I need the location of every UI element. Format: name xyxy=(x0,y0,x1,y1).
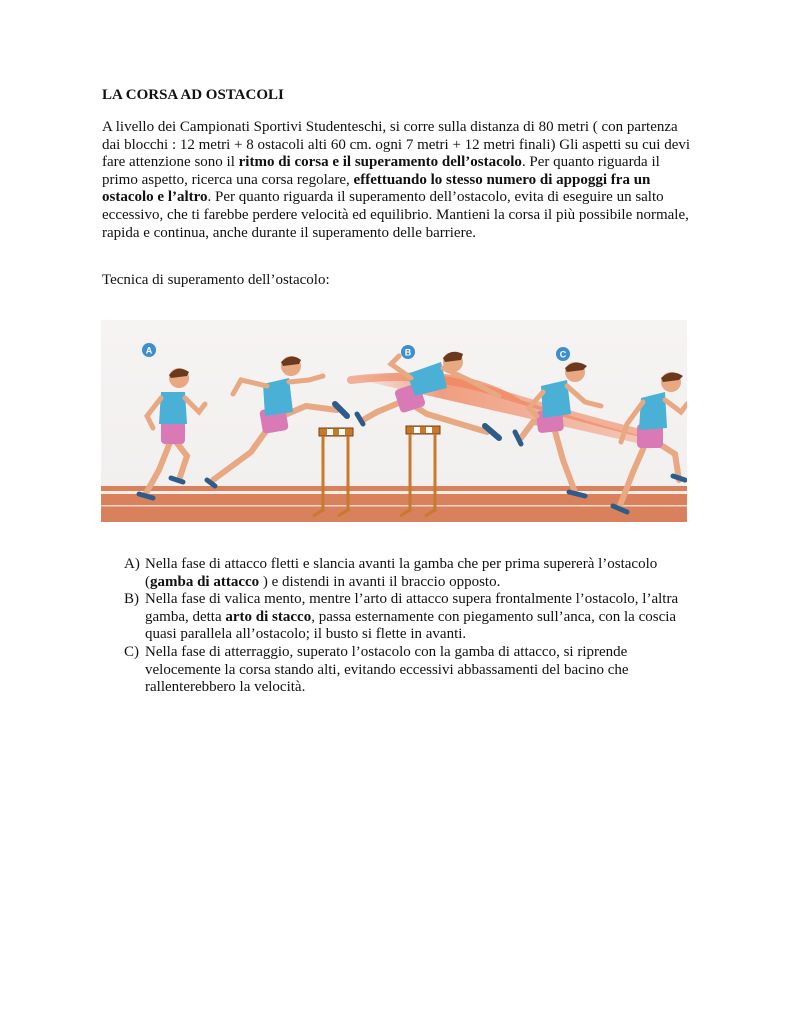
page-title: LA CORSA AD OSTACOLI xyxy=(102,87,284,103)
phase-c-marker: C) xyxy=(124,643,139,660)
track-lane-line xyxy=(101,505,687,507)
intro-text-3: . Per quanto riguarda il superamento dell’ostacolo, evita di eseguire un salto eccessivo, che ti farebbe perdere velocità ed equilibrio. Mantieni la corsa il più possibile normale, rapida e continua, anche durante il superamento delle barriere. xyxy=(102,189,689,241)
phase-b-item xyxy=(124,591,694,644)
phase-b-text-1: Nella fase di valica mento, mentre l’arto di attacco supera frontalmente l’ostacolo, l’altra gamba, detta xyxy=(145,591,679,625)
phase-a-text-2: ) e distendi in avanti il braccio opposto. xyxy=(259,573,501,590)
hurdle-illustration-svg xyxy=(101,320,687,522)
intro-paragraph xyxy=(102,119,694,242)
phase-a-bold: gamba di attacco xyxy=(150,573,260,590)
hurdle-technique-illustration xyxy=(101,320,687,522)
phase-b-marker: B) xyxy=(124,591,139,608)
phase-list xyxy=(124,556,694,697)
phase-b-text-2: , passa esternamente con piegamento sull’anca, con la coscia quasi parallela all’ostacolo; il busto si flette in avanti. xyxy=(145,608,677,643)
intro-bold-rhythm: ritmo di corsa e il superamento dell’ostacolo xyxy=(238,154,522,171)
phase-c-item xyxy=(124,644,694,697)
phase-a-text-1: Nella fase di attacco fletti e slancia avanti la gamba che per prima supererà l’ostacolo ( xyxy=(145,556,658,590)
phase-b-badge xyxy=(401,345,415,359)
phase-c-text-1: Nella fase di atterraggio, superato l’ostacolo con la gamba di attacco, si riprende velocemente la corsa stando alti, evitando eccessivi abbassamenti del bacino che rallenterebbero la velocità. xyxy=(145,643,629,696)
phase-a-item xyxy=(124,556,694,591)
phase-b-label: B xyxy=(404,347,412,358)
track-lane-line xyxy=(101,491,687,494)
phase-a-label: A xyxy=(145,345,153,356)
intro-bold-steps: effettuando lo stesso numero di appoggi fra un ostacolo e l’altro xyxy=(102,171,651,206)
phase-a-marker: A) xyxy=(124,556,140,572)
intro-text-1: A livello dei Campionati Sportivi Studenteschi, si corre sulla distanza di 80 metri ( con partenza dai blocchi : 12 metri + 8 ostacoli alti 60 cm. ogni 7 metri + 12 metri finali) Gli aspetti su cui devi fare attenzione sono il xyxy=(102,119,691,171)
technique-subheading: Tecnica di superamento dell’ostacolo: xyxy=(102,272,330,288)
phase-c-badge xyxy=(556,347,570,361)
intro-text-2: . Per quanto riguarda il primo aspetto, ricerca una corsa regolare, xyxy=(102,154,660,188)
phase-b-bold: arto di stacco xyxy=(225,608,312,625)
phase-c-label: C xyxy=(559,349,567,360)
phase-a-badge xyxy=(142,343,156,357)
